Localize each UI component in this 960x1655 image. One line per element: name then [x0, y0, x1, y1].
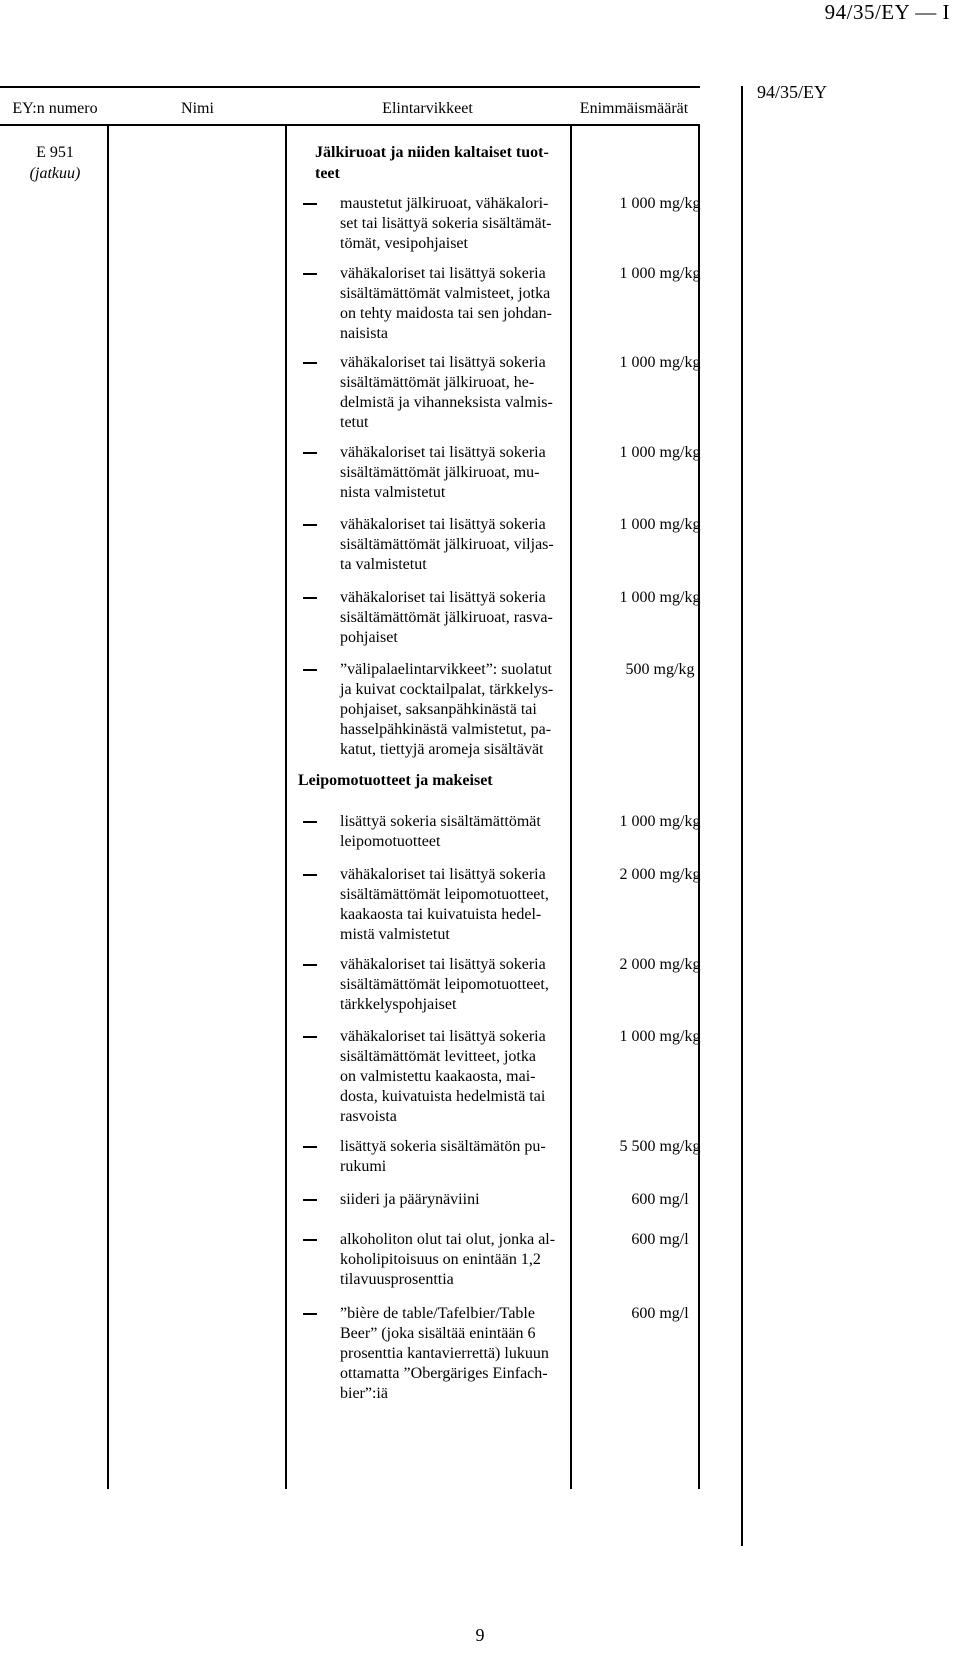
column-divider-amount — [698, 124, 700, 1489]
max-amount: 2 000 mg/kg — [619, 956, 701, 973]
table-top-rule — [0, 86, 700, 88]
dash-marker — [303, 1313, 317, 1315]
code-continued-note: (jatkuu) — [29, 165, 81, 182]
food-item — [303, 1137, 593, 1177]
code-number: E 951 — [36, 144, 74, 161]
max-amount: 1 000 mg/kg — [619, 354, 701, 371]
max-amount: 2 000 mg/kg — [619, 866, 701, 883]
food-item-text: ”välipalaelintarvikkeet”: suolatut ja kuivat cocktailpalat, tärkkelys- pohjaiset, saksanpähkinästä tai hasselpähkinästä valmistetut, pa- katut, tiettyjä aromeja sisältävät — [340, 661, 554, 758]
food-item — [303, 1027, 593, 1127]
side-label: 94/35/EY — [757, 82, 827, 102]
column-header-code: EY:n numero — [12, 100, 98, 117]
column-header-name: Nimi — [181, 100, 214, 117]
food-item-text: vähäkaloriset tai lisättyä sokeria sisältämättömät levitteet, jotka on valmistettu kaakaosta, mai- dosta, kuivatuista hedelmistä tai rasvoista — [340, 1028, 546, 1125]
dash-marker — [303, 1036, 317, 1038]
food-item — [303, 812, 593, 852]
food-item — [303, 1190, 593, 1210]
max-amount: 1 000 mg/kg — [619, 265, 701, 282]
max-amount: 600 mg/l — [631, 1191, 689, 1208]
additive-code — [20, 142, 90, 184]
food-item-text: siideri ja päärynäviini — [340, 1191, 480, 1208]
max-amount: 500 mg/kg — [625, 661, 695, 678]
dash-marker — [303, 597, 317, 599]
dash-marker — [303, 964, 317, 966]
food-item-text: vähäkaloriset tai lisättyä sokeria sisältämättömät leipomotuotteet, tärkkelyspohjaiset — [340, 956, 549, 1013]
food-item-text: vähäkaloriset tai lisättyä sokeria sisältämättömät valmisteet, jotka on tehty maidosta tai sen johdan- naisista — [340, 265, 552, 342]
column-header-food: Elintarvikkeet — [382, 100, 473, 117]
page-number: 9 — [475, 1625, 485, 1645]
food-item-text: ”bière de table/Tafelbier/Table Beer” (joka sisältää enintään 6 prosenttia kantavierrettä) lukuun ottamatta ”Obergäriges Einfach- bier”:iä — [340, 1305, 549, 1402]
food-item — [303, 1230, 593, 1290]
max-amount: 1 000 mg/kg — [619, 589, 701, 606]
food-item — [303, 264, 593, 344]
food-item — [303, 515, 593, 575]
column-header-max: Enimmäismäärät — [579, 100, 689, 117]
running-head: 94/35/EY — I — [824, 0, 950, 24]
food-item-text: vähäkaloriset tai lisättyä sokeria sisältämättömät jälkiruoat, he- delmistä ja vihanneksista valmis- tetut — [340, 354, 553, 431]
column-divider-code — [107, 124, 109, 1489]
dash-marker — [303, 362, 317, 364]
dash-marker — [303, 669, 317, 671]
section-title-line: teet — [315, 165, 340, 182]
food-item-text: alkoholiton olut tai olut, jonka al- koholipitoisuus on enintään 1,2 tilavuusprosenttia — [340, 1231, 556, 1288]
food-item-text: vähäkaloriset tai lisättyä sokeria sisältämättömät jälkiruoat, rasva- pohjaiset — [340, 589, 553, 646]
food-item — [303, 353, 593, 433]
dash-marker — [303, 1199, 317, 1201]
food-item-text: maustetut jälkiruoat, vähäkalori- set tai lisättyä sokeria sisältämät- tömät, vesipohjaiset — [340, 195, 552, 252]
dash-marker — [303, 874, 317, 876]
max-amount: 1 000 mg/kg — [619, 444, 701, 461]
food-item-text: vähäkaloriset tai lisättyä sokeria sisältämättömät jälkiruoat, mu- nista valmistetut — [340, 444, 546, 501]
food-item — [303, 955, 593, 1015]
max-amount: 1 000 mg/kg — [619, 516, 701, 533]
dash-marker — [303, 821, 317, 823]
food-item — [303, 588, 593, 648]
dash-marker — [303, 1146, 317, 1148]
section-title-bakery: Leipomotuotteet ja makeiset — [298, 772, 493, 789]
dash-marker — [303, 452, 317, 454]
food-item — [303, 1304, 593, 1404]
dash-marker — [303, 273, 317, 275]
food-item — [303, 660, 593, 760]
max-amount: 1 000 mg/kg — [619, 813, 701, 830]
section-title-line: Jälkiruoat ja niiden kaltaiset tuot- — [315, 144, 549, 161]
food-item-text: lisättyä sokeria sisältämättömät leipomotuotteet — [340, 813, 541, 850]
max-amount: 600 mg/l — [631, 1231, 689, 1248]
section-title-desserts — [315, 142, 549, 184]
food-item — [303, 865, 593, 945]
food-item-text: lisättyä sokeria sisältämätön pu- rukumi — [340, 1138, 546, 1175]
dash-marker — [303, 203, 317, 205]
table-header-rule — [0, 124, 700, 126]
food-item — [303, 194, 593, 254]
max-amount: 1 000 mg/kg — [619, 195, 701, 212]
max-amount: 1 000 mg/kg — [619, 1028, 701, 1045]
dash-marker — [303, 524, 317, 526]
dash-marker — [303, 1239, 317, 1241]
food-item-text: vähäkaloriset tai lisättyä sokeria sisältämättömät jälkiruoat, viljas- ta valmistetut — [340, 516, 554, 573]
column-divider-name — [285, 124, 287, 1489]
max-amount: 5 500 mg/kg — [619, 1138, 701, 1155]
max-amount: 600 mg/l — [631, 1305, 689, 1322]
side-column-rule — [741, 86, 743, 1546]
food-item-text: vähäkaloriset tai lisättyä sokeria sisältämättömät leipomotuotteet, kaakaosta tai kuivatuista hedel- mistä valmistetut — [340, 866, 549, 943]
food-item — [303, 443, 593, 503]
